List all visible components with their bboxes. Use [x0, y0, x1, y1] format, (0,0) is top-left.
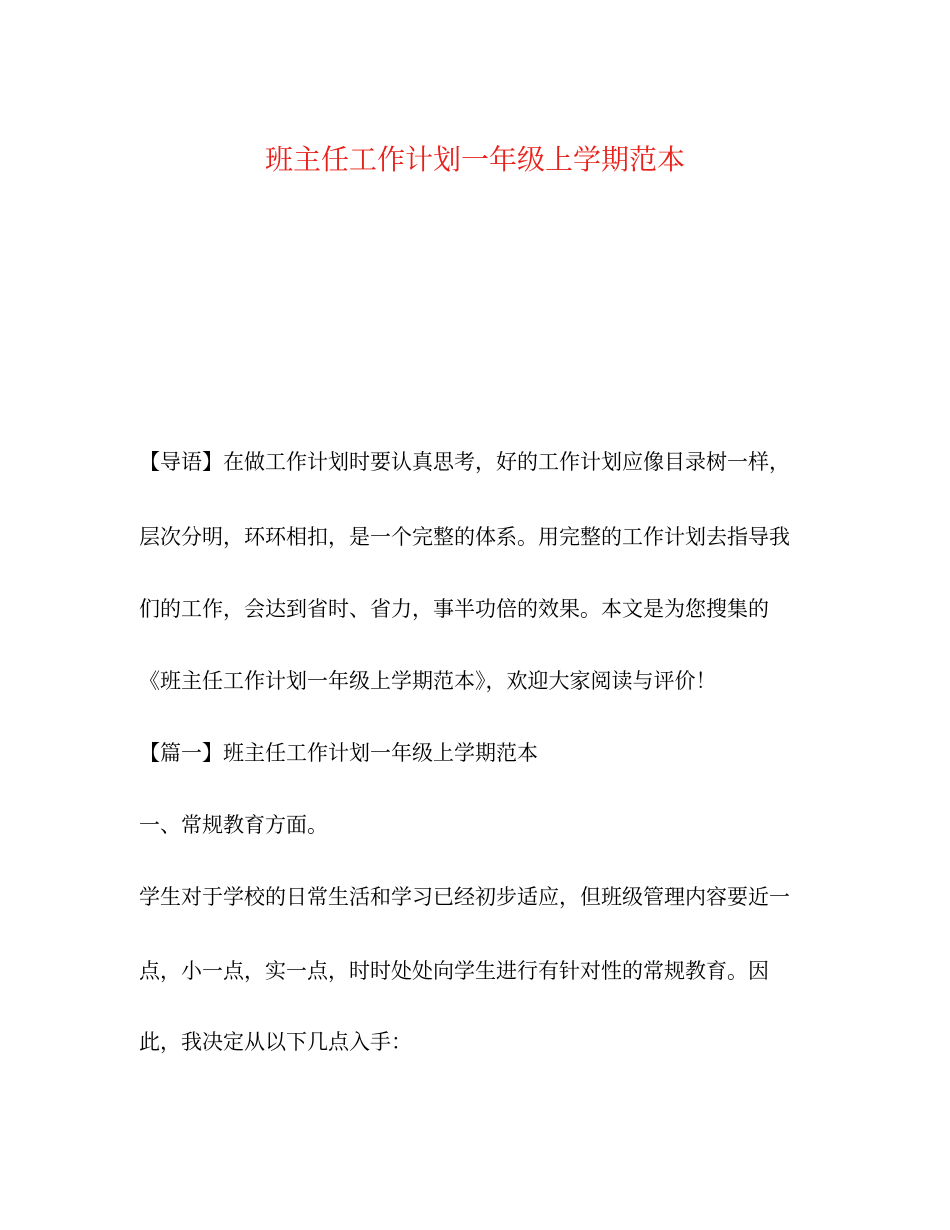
subsection-heading-1: 一、常规教育方面。: [139, 813, 328, 837]
paragraph-line-2: 层次分明，环环相扣，是一个完整的体系。用完整的工作计划去指导我: [139, 525, 790, 549]
paragraph-line-1: 【导语】在做工作计划时要认真思考，好的工作计划应像目录树一样，: [139, 450, 790, 474]
paragraph-line-4: 《班主任工作计划一年级上学期范本》，欢迎大家阅读与评价！: [139, 669, 717, 693]
paragraph-line-7: 此，我决定从以下几点入手：: [139, 1030, 412, 1054]
paragraph-line-3: 们的工作，会达到省时、省力，事半功倍的效果。本文是为您搜集的: [139, 597, 769, 621]
section-heading-1: 【篇一】班主任工作计划一年级上学期范本: [139, 741, 538, 765]
paragraph-line-5: 学生对于学校的日常生活和学习已经初步适应，但班级管理内容要近一: [139, 885, 790, 909]
document-title: 班主任工作计划一年级上学期范本: [264, 143, 685, 176]
paragraph-line-6: 点，小一点，实一点，时时处处向学生进行有针对性的常规教育。因: [139, 959, 769, 983]
